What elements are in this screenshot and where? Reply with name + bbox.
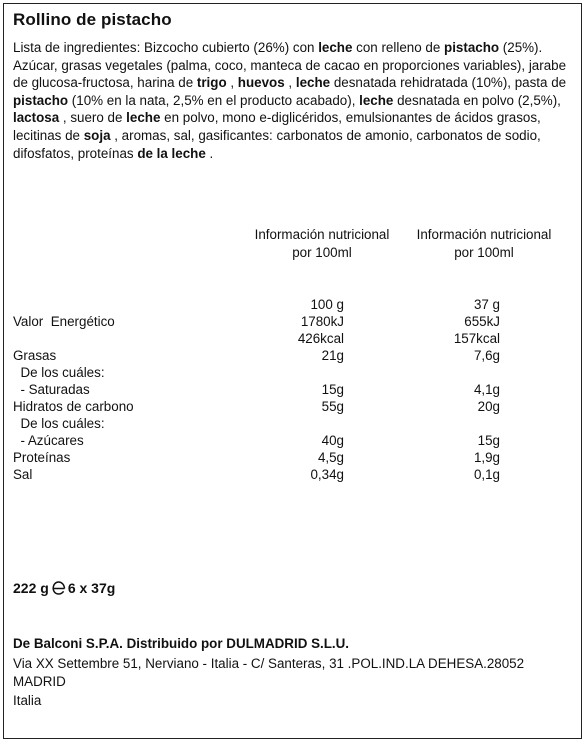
ingredients-list xyxy=(13,39,571,162)
nutrition-header-col1 xyxy=(243,226,401,261)
ingredient-text: , xyxy=(226,75,238,91)
ingredient-text: con relleno de xyxy=(352,40,445,55)
allergen-text: leche xyxy=(295,75,331,91)
allergen-text: de la leche xyxy=(137,145,206,161)
ingredient-text: , aromas, sal, gasificantes: carbonatos de amonio, carbonatos de sodio, difosfatos, proteínas xyxy=(13,127,541,161)
allergen-text: huevos xyxy=(237,75,285,91)
nutrient-value-per-100: 0,34g xyxy=(310,467,344,482)
product-title: Rollino de pistacho xyxy=(13,10,172,29)
nutrient-value-per-100: 15g xyxy=(321,382,344,397)
nutrition-header-col2-line1: Información nutricional xyxy=(416,227,552,242)
label-sheet xyxy=(3,3,582,739)
estimated-e-mark-icon xyxy=(51,580,66,596)
nutrient-value-per-portion: 4,1g xyxy=(473,382,500,397)
nutrient-label: - Saturadas xyxy=(13,382,90,397)
nutrition-header-col2 xyxy=(406,226,562,261)
nutrient-value-per-100: 100 g xyxy=(310,297,344,312)
ingredient-text: desnatada rehidratada (10%), pasta de xyxy=(330,75,567,91)
ingredient-text: en polvo, mono e-diglicéridos, emulsionantes de ácidos grasos, lecitinas de xyxy=(13,110,541,143)
allergen-text: trigo xyxy=(196,75,227,91)
ingredient-text: , suero de xyxy=(59,110,127,126)
nutrient-value-per-portion: 655kJ xyxy=(464,314,500,329)
ingredient-text: desnatada en polvo (2,5%), xyxy=(393,92,561,108)
nutrient-value-per-100: 1780kJ xyxy=(300,314,344,329)
producer-country: Italia xyxy=(13,693,42,708)
ingredient-text: , xyxy=(284,75,296,91)
nutrient-value-per-100: 426kcal xyxy=(297,331,344,346)
nutrient-value-per-100: 21g xyxy=(321,348,344,363)
nutrient-value-per-portion: 37 g xyxy=(473,297,500,312)
nutrition-header-col1-line2: por 100ml xyxy=(292,244,352,260)
nutrient-value-per-portion: 157kcal xyxy=(453,331,500,346)
nutrient-value-per-portion: 7,6g xyxy=(473,348,500,363)
ingredient-text: Lista de ingredientes: Bizcocho cubierto (26%) con xyxy=(13,40,319,55)
producer-company: De Balconi S.P.A. Distribuido por DULMADRID S.L.U. xyxy=(13,636,350,651)
ingredient-text: . xyxy=(205,145,214,161)
nutrient-label: De los cuáles: xyxy=(13,416,105,431)
allergen-text: pistacho xyxy=(444,40,500,55)
net-weight: 222 g xyxy=(13,580,49,596)
producer-address: Via XX Settembre 51, Nerviano - Italia - C/ Santeras, 31 .POL.IND.LA DEHESA.28052 MADRID xyxy=(13,656,525,689)
nutrient-label: Valor Energético xyxy=(13,314,115,329)
nutrient-value-per-portion: 1,9g xyxy=(473,450,500,465)
nutrient-label: Proteínas xyxy=(13,450,71,465)
nutrient-value-per-portion: 15g xyxy=(477,433,500,448)
ingredient-text: (25%). Azúcar, grasas vegetales (palma, coco, manteca de cacao en proporciones variables), jarabe de glucosa-fructosa, harina de xyxy=(13,40,567,91)
nutrient-label: Hidratos de carbono xyxy=(13,399,134,414)
allergen-text: lactosa xyxy=(13,110,60,126)
nutrient-label: De los cuáles: xyxy=(13,365,105,380)
nutrient-label: - Azúcares xyxy=(13,433,84,448)
allergen-text: soja xyxy=(83,127,111,143)
allergen-text: leche xyxy=(126,110,161,126)
nutrition-header-col1-line1: Información nutricional xyxy=(254,227,390,242)
allergen-text: pistacho xyxy=(13,92,69,108)
nutrient-value-per-portion: 0,1g xyxy=(473,467,500,482)
ingredient-text: (10% en la nata, 2,5% en el producto acabado), xyxy=(68,92,360,108)
allergen-text: leche xyxy=(318,40,353,55)
nutrient-label: Grasas xyxy=(13,348,57,363)
allergen-text: leche xyxy=(359,92,394,108)
nutrition-header-col2-line2: por 100ml xyxy=(454,244,514,260)
nutrient-value-per-100: 55g xyxy=(321,399,344,414)
nutrient-value-per-100: 40g xyxy=(321,433,344,448)
nutrient-value-per-portion: 20g xyxy=(477,399,500,414)
nutrient-label: Sal xyxy=(13,467,33,482)
nutrient-value-per-100: 4,5g xyxy=(317,450,344,465)
units-count: 6 x 37g xyxy=(67,580,116,596)
package-quantity xyxy=(13,580,115,596)
